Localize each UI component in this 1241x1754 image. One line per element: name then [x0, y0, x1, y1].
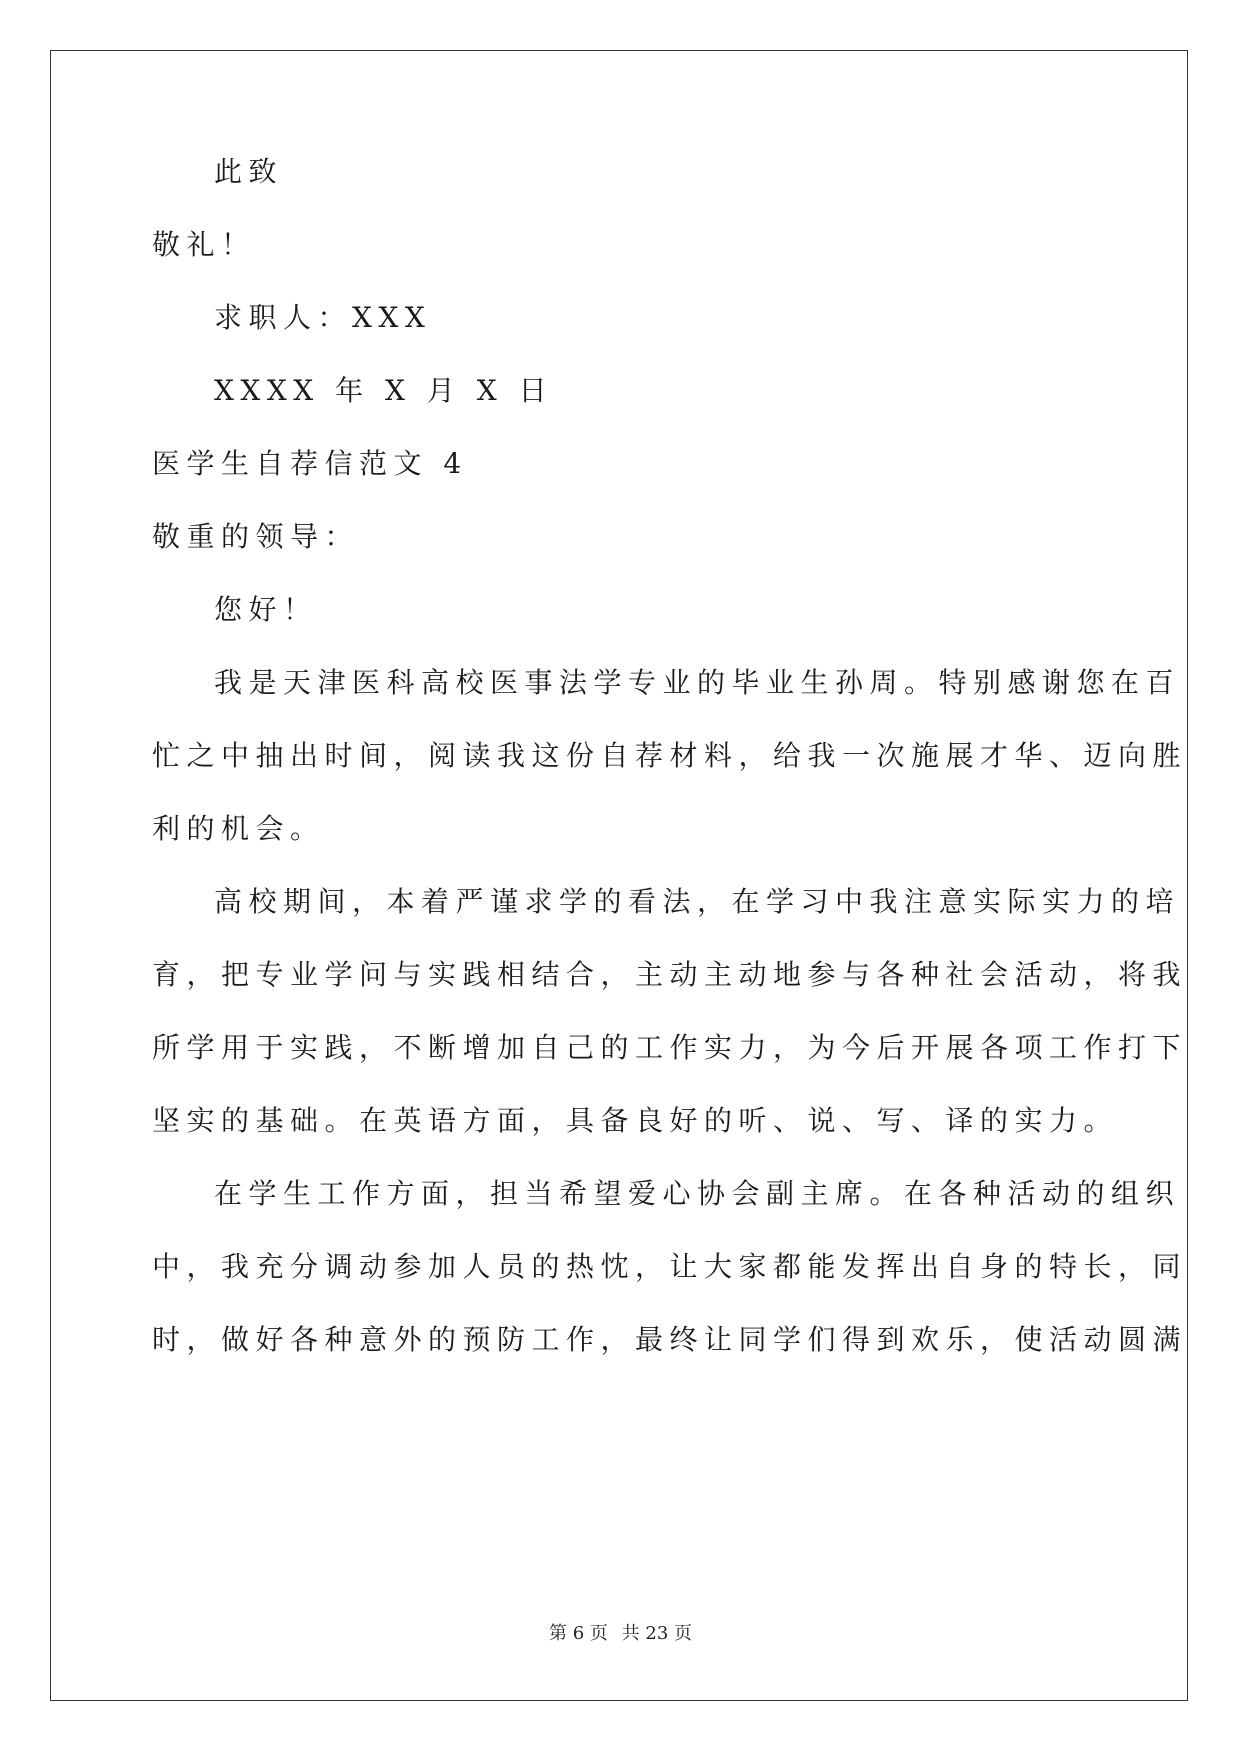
applicant-signature: 求职人：XXX [214, 301, 432, 334]
closing-salutation: 此致 [214, 155, 284, 188]
paragraph-line: 时，做好各种意外的预防工作，最终让同学们得到欢乐，使活动圆满 [152, 1323, 1188, 1356]
paragraph-line: 中，我充分调动参加人员的热忱，让大家都能发挥出自身的特长，同 [152, 1250, 1188, 1283]
paragraph-line: 所学用于实践，不断增加自己的工作实力，为今后开展各项工作打下 [152, 1031, 1188, 1064]
paragraph-line: 我是天津医科高校医事法学专业的毕业生孙周。特别感谢您在百 [214, 666, 1181, 699]
paragraph-line: 在学生工作方面，担当希望爱心协会副主席。在各种活动的组织 [214, 1177, 1181, 1210]
letter-hello: 您好！ [214, 593, 318, 626]
page-footer [0, 1622, 1241, 1646]
signature-date: XXXX 年 X 月 X 日 [214, 374, 554, 407]
paragraph-line: 忙之中抽出时间，阅读我这份自荐材料，给我一次施展才华、迈向胜 [152, 739, 1188, 772]
paragraph-line: 高校期间，本着严谨求学的看法，在学习中我注意实际实力的培 [214, 885, 1181, 918]
page-total: 共 23 页 [621, 1623, 692, 1644]
page-number: 第 6 页 [549, 1623, 608, 1644]
section-title: 医学生自荐信范文 4 [152, 447, 468, 480]
closing-regards: 敬礼！ [152, 228, 256, 261]
paragraph-line: 坚实的基础。在英语方面，具备良好的听、说、写、译的实力。 [152, 1104, 1119, 1137]
paragraph-line: 育，把专业学问与实践相结合，主动主动地参与各种社会活动，将我 [152, 958, 1188, 991]
paragraph-line: 利的机会。 [152, 812, 325, 845]
letter-greeting: 敬重的领导： [152, 520, 360, 553]
